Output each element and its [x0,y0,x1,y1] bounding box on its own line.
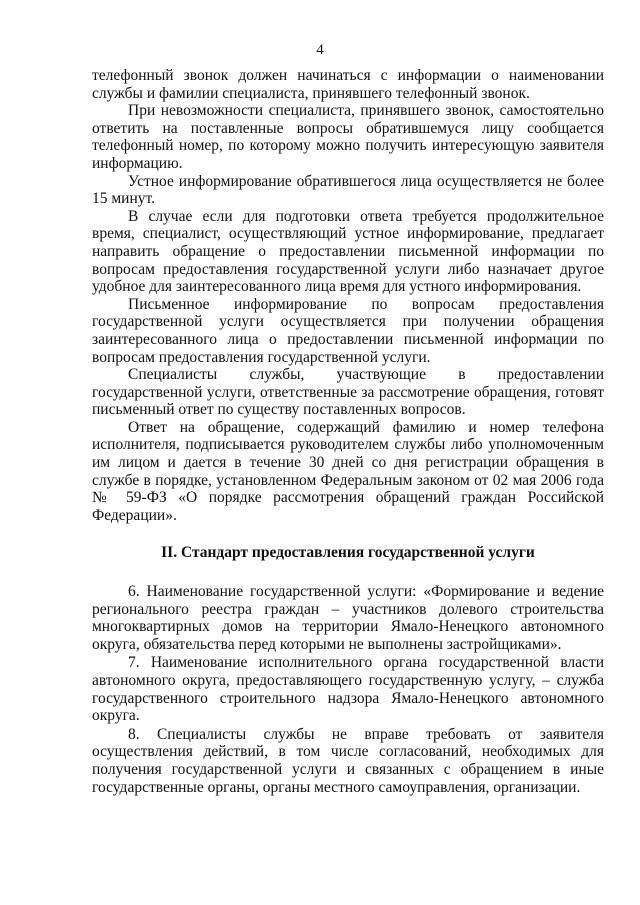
paragraph: телефонный звонок должен начинаться с информации о наименовании службы и фамилии специалиста, принявшего телефонный звонок. [92,67,604,102]
paragraph: 7. Наименование исполнительного органа государственной власти автономного округа, предоставляющего государственную услугу, – служба государственного строительного надзора Ямало-Ненецкого автономного округа. [92,654,604,725]
paragraph: Устное информирование обратившегося лица осуществляется не более 15 минут. [92,172,604,208]
document-body [92,67,604,796]
paragraph: 6. Наименование государственной услуги: «Формирование и ведение регионального реестра граждан – участников долевого строительства многоквартирных домов на территории Ямало-Ненецкого автономного округа, обязательства перед которыми не выполнены застройщиками». [92,583,604,653]
section-heading: II. Стандарт предоставления государственной услуги [161,544,535,562]
paragraph: 8. Специалисты службы не вправе требовать от заявителя осуществления действий, в том числе согласований, необходимых для получения государственной услуги и связанных с обращением в иные государственные органы, органы местного самоуправления, организации. [92,725,604,796]
page-number: 4 [316,42,324,58]
paragraph: В случае если для подготовки ответа требуется продолжительное время, специалист, осуществляющий устное информирование, предлагает направить обращение о предоставлении письменной информации по вопросам предоставления государственной услуги либо назначает другое удобное для заинтересованного лица время для устного информирования. [92,207,604,296]
paragraph: При невозможности специалиста, принявшего звонок, самостоятельно ответить на поставленные вопросы обратившемуся лицу сообщается телефонный номер, по которому можно получить интересующую заявителя информацию. [92,102,604,172]
paragraph: Письменное информирование по вопросам предоставления государственной услуги осуществляется при получении обращения заинтересованного лица о предоставлении письменной информации по вопросам предоставления государственной услуги. [92,295,604,366]
paragraph: Специалисты службы, участвующие в предоставлении государственной услуги, ответственные за рассмотрение обращения, готовят письменный ответ по существу поставленных вопросов. [92,366,604,419]
paragraph: Ответ на обращение, содержащий фамилию и номер телефона исполнителя, подписывается руководителем службы либо уполномоченным им лицом и дается в течение 30 дней со дня регистрации обращения в службе в порядке, установленном Федеральным законом от 02 мая 2006 года № 59-ФЗ «О порядке рассмотрения обращений граждан Российской Федерации». [92,418,604,524]
